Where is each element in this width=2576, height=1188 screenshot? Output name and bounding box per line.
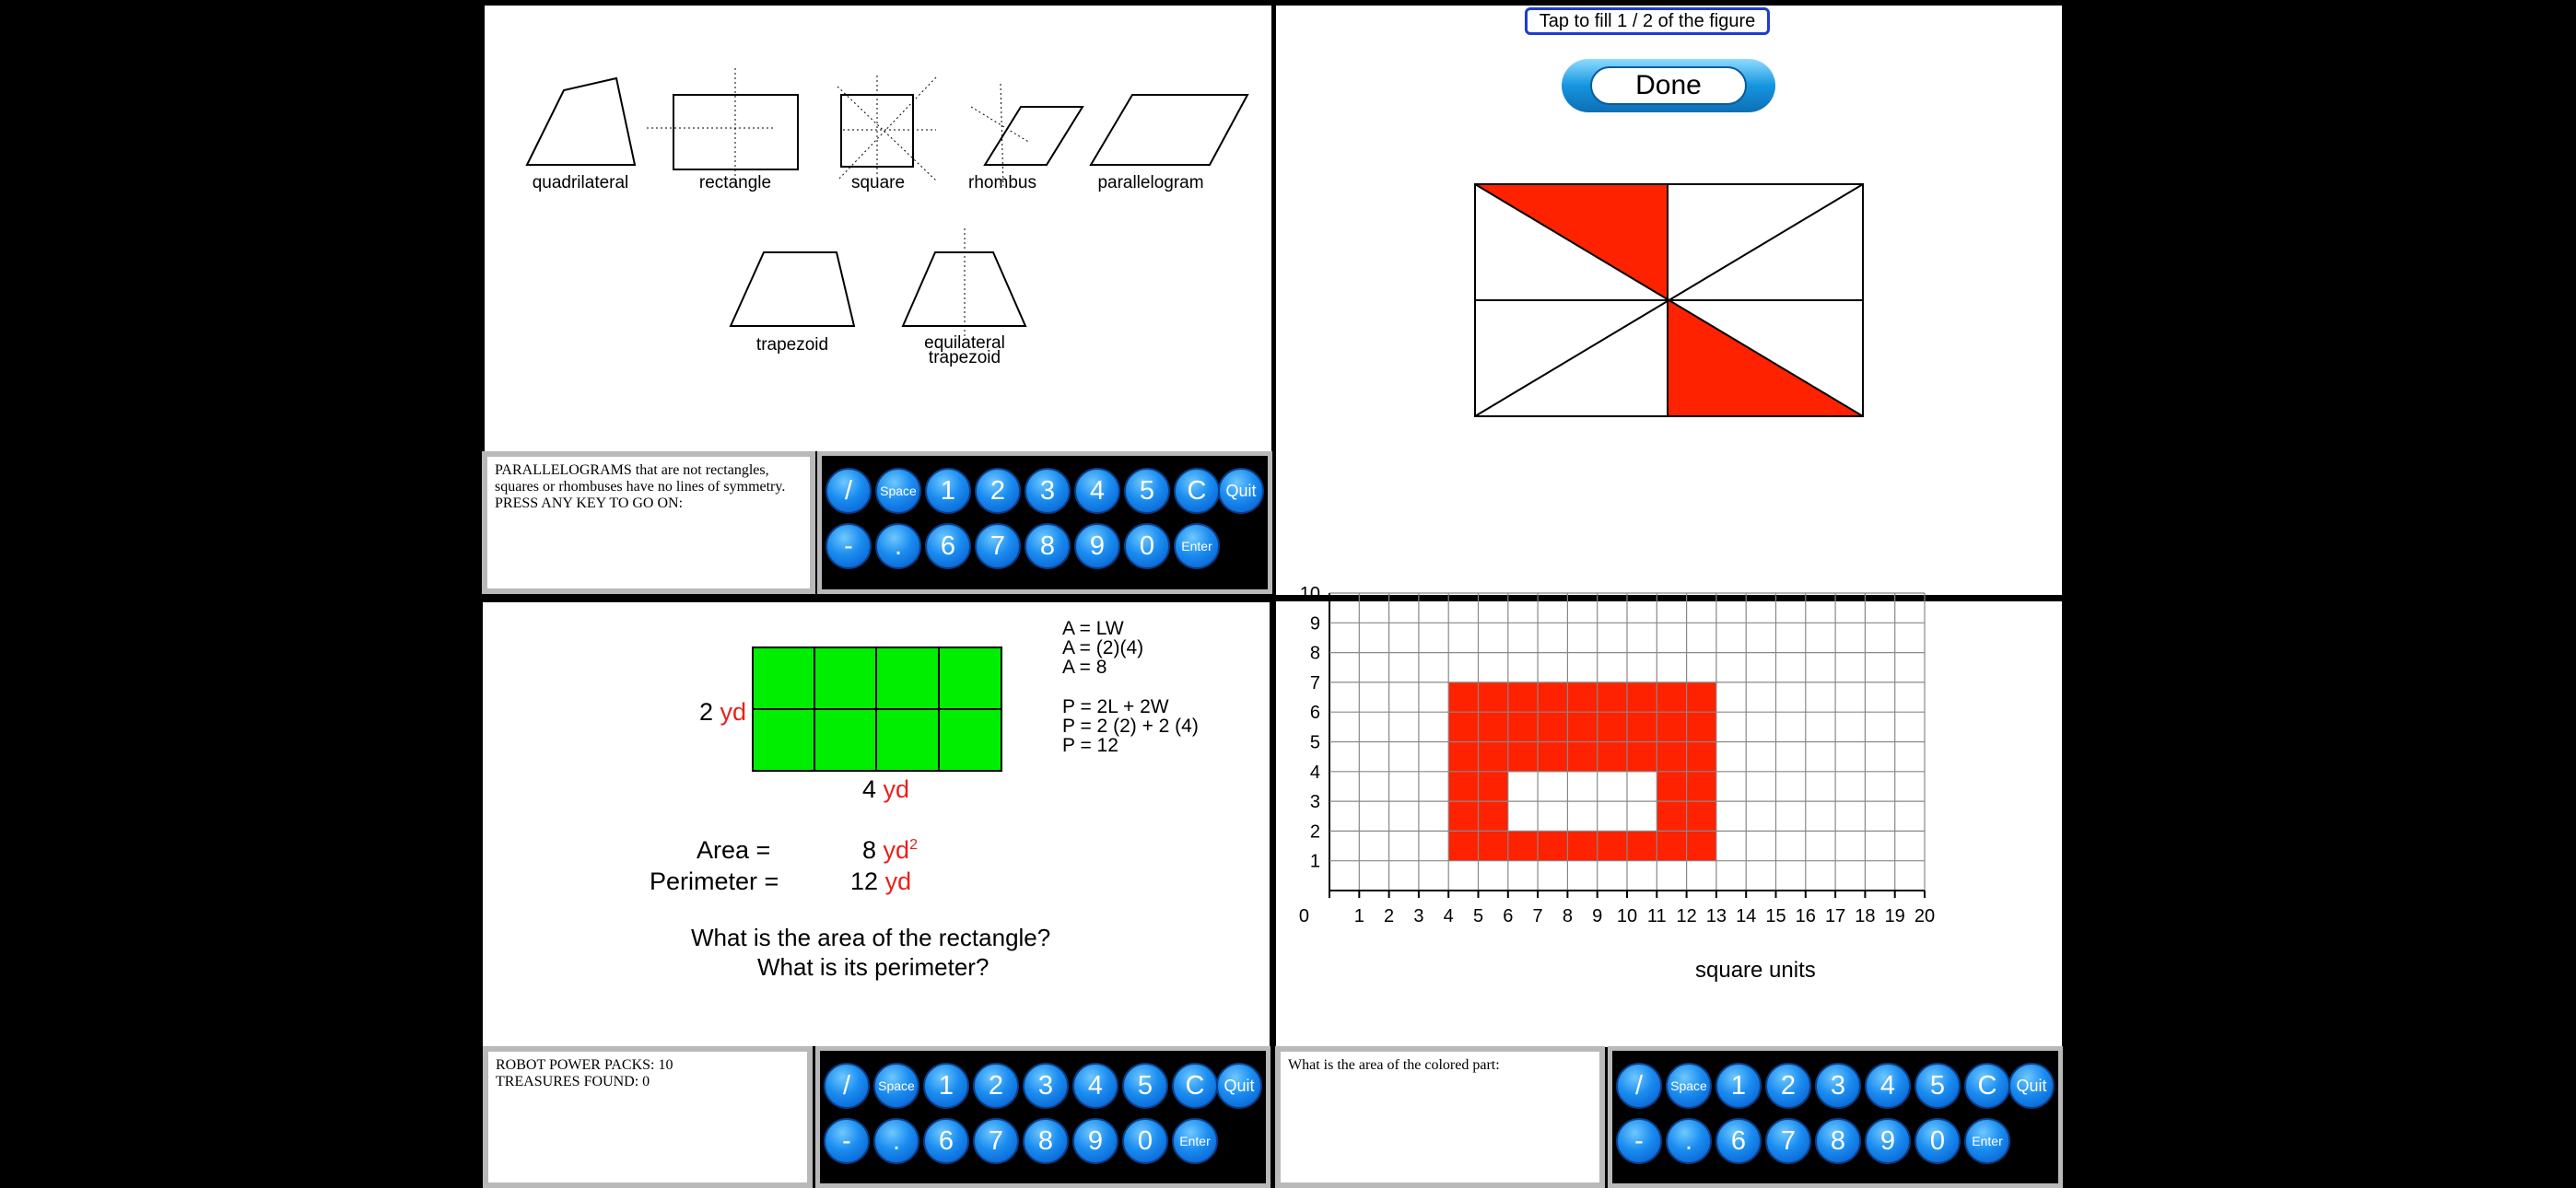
side-unit: yd — [720, 698, 747, 726]
key-9[interactable]: 9 — [1072, 1118, 1118, 1164]
keypad-2-inner — [820, 1051, 1266, 1183]
key-0[interactable]: 0 — [1914, 1118, 1961, 1164]
x-tick-label: 11 — [1646, 906, 1667, 926]
key-8[interactable]: 8 — [1025, 523, 1071, 569]
y-tick-label: 7 — [1309, 672, 1320, 693]
formula-line: A = 8 — [1062, 657, 1107, 678]
y-tick-label: 6 — [1309, 703, 1320, 724]
key-clear[interactable]: C — [1964, 1063, 2010, 1109]
key-slash[interactable]: / — [1616, 1063, 1662, 1109]
formula-block — [1062, 619, 1199, 755]
key-7[interactable]: 7 — [973, 1118, 1019, 1164]
x-tick-label: 14 — [1736, 906, 1757, 926]
trapezoid-shape — [731, 252, 854, 326]
area-exponent: 2 — [909, 837, 918, 853]
key-3[interactable]: 3 — [1815, 1063, 1861, 1109]
key-minus[interactable]: - — [825, 523, 872, 569]
grid-axis-label: square units — [1695, 958, 1816, 983]
key-5[interactable]: 5 — [1914, 1063, 1961, 1109]
side-label — [699, 698, 746, 727]
equilateral-trapezoid-label-line1: equilateral — [924, 333, 1005, 353]
key-enter[interactable]: Enter — [1964, 1118, 2010, 1164]
x-tick-label: 3 — [1413, 906, 1424, 926]
message-text: PARALLELOGRAMS that are not rectangles, squares or rhombuses have no lines of symmetry. PRESS ANY KEY TO GO ON: — [487, 457, 810, 588]
x-tick-label: 4 — [1443, 906, 1454, 926]
key-enter[interactable]: Enter — [1172, 1118, 1218, 1164]
grid-question-box — [1275, 1046, 1605, 1188]
key-slash[interactable]: / — [824, 1063, 870, 1109]
keypad-1 — [817, 451, 1272, 594]
key-2[interactable]: 2 — [975, 468, 1021, 514]
y-tick-label: 8 — [1309, 643, 1320, 664]
key-4[interactable]: 4 — [1074, 468, 1120, 514]
status-text: ROBOT POWER PACKS: 10 TREASURES FOUND: 0 — [488, 1052, 807, 1182]
y-tick-label: 3 — [1309, 792, 1320, 813]
x-tick-label: 7 — [1532, 906, 1543, 926]
shapes-panel — [485, 6, 1271, 451]
x-tick-label: 1 — [1353, 906, 1364, 926]
x-tick-label: 10 — [1616, 906, 1638, 926]
x-tick-label: 17 — [1824, 906, 1846, 926]
rhombus-label: rhombus — [968, 173, 1036, 192]
key-space[interactable]: Space — [873, 1063, 919, 1109]
formula-line: A = (2)(4) — [1062, 637, 1144, 658]
y-tick-label: 2 — [1309, 821, 1320, 843]
perimeter-value: 12 — [850, 868, 879, 895]
key-clear[interactable]: C — [1172, 1063, 1218, 1109]
parallelogram-label: parallelogram — [1097, 173, 1204, 192]
area-label: Area = — [697, 836, 771, 864]
x-tick-label: 9 — [1592, 906, 1603, 926]
key-9[interactable]: 9 — [1074, 523, 1120, 569]
key-9[interactable]: 9 — [1865, 1118, 1911, 1164]
key-quit[interactable]: Quit — [2008, 1063, 2055, 1109]
key-6[interactable]: 6 — [1715, 1118, 1762, 1164]
key-0[interactable]: 0 — [1124, 523, 1170, 569]
key-7[interactable]: 7 — [1765, 1118, 1811, 1164]
key-space[interactable]: Space — [875, 468, 921, 514]
keypad-3 — [1608, 1046, 2063, 1188]
keypad-2 — [815, 1046, 1270, 1188]
trapezoid-label: trapezoid — [755, 335, 829, 355]
bottom-unit: yd — [883, 775, 910, 803]
y-tick-label: 4 — [1309, 762, 1320, 783]
question-perimeter: What is its perimeter? — [757, 953, 989, 981]
key-1[interactable]: 1 — [1715, 1063, 1762, 1109]
key-quit[interactable]: Quit — [1218, 468, 1264, 514]
x-tick-label: 15 — [1765, 906, 1786, 926]
key-6[interactable]: 6 — [923, 1118, 969, 1164]
status-box — [483, 1046, 813, 1188]
x-tick-label: 20 — [1914, 906, 1936, 926]
rectangle-label: rectangle — [698, 173, 772, 192]
key-4[interactable]: 4 — [1072, 1063, 1118, 1109]
key-4[interactable]: 4 — [1865, 1063, 1911, 1109]
key-5[interactable]: 5 — [1122, 1063, 1168, 1109]
formula-line: P = 2L + 2W — [1062, 696, 1169, 717]
key-7[interactable]: 7 — [975, 523, 1021, 569]
area-unit: yd — [883, 836, 910, 864]
fill-figure[interactable] — [1474, 183, 1865, 419]
perimeter-unit: yd — [884, 868, 912, 895]
key-3[interactable]: 3 — [1025, 468, 1071, 514]
green-rectangle — [752, 646, 1002, 772]
done-button-label[interactable]: Done — [1590, 66, 1747, 105]
x-tick-label: 6 — [1503, 906, 1514, 926]
message-box — [482, 451, 815, 594]
key-1[interactable]: 1 — [923, 1063, 969, 1109]
bottom-value: 4 — [862, 775, 877, 803]
quadrilateral-label: quadrilateral — [532, 173, 629, 192]
key-dot[interactable]: . — [873, 1118, 919, 1164]
key-dot[interactable]: . — [1666, 1118, 1712, 1164]
perimeter-label: Perimeter = — [650, 868, 779, 895]
equilateral-trapezoid-label-line2: trapezoid — [928, 348, 1001, 367]
bottom-label — [862, 775, 909, 804]
key-space[interactable]: Space — [1666, 1063, 1712, 1109]
key-minus[interactable]: - — [824, 1118, 870, 1164]
question-area: What is the area of the rectangle? — [691, 924, 1051, 951]
y-tick-label: 5 — [1309, 732, 1320, 753]
quadrilateral-shape — [527, 78, 635, 165]
key-3[interactable]: 3 — [1023, 1063, 1069, 1109]
area-answer — [862, 836, 918, 865]
shapes-diagram — [485, 6, 1271, 451]
area-value: 8 — [862, 836, 877, 864]
key-slash[interactable]: / — [825, 468, 872, 514]
key-enter[interactable]: Enter — [1174, 523, 1220, 569]
x-tick-label: 8 — [1562, 906, 1573, 926]
x-tick-label: 19 — [1884, 906, 1905, 926]
y-tick-label: 10 — [1299, 584, 1320, 604]
formula-line: A = LW — [1062, 618, 1124, 639]
formula-line: P = 2 (2) + 2 (4) — [1062, 716, 1199, 737]
key-dot[interactable]: . — [875, 523, 921, 569]
key-clear[interactable]: C — [1174, 468, 1220, 514]
side-value: 2 — [699, 698, 714, 726]
key-quit[interactable]: Quit — [1216, 1063, 1262, 1109]
parallelogram-shape — [1091, 95, 1247, 165]
x-tick-label: 16 — [1795, 906, 1816, 926]
keypad-3-inner — [1612, 1051, 2058, 1183]
key-6[interactable]: 6 — [925, 523, 971, 569]
x-tick-label: 13 — [1705, 906, 1727, 926]
y-tick-label: 1 — [1309, 851, 1320, 872]
rhombus-shape — [985, 107, 1083, 165]
key-2[interactable]: 2 — [1765, 1063, 1811, 1109]
key-minus[interactable]: - — [1616, 1118, 1662, 1164]
x-tick-label: 2 — [1384, 906, 1395, 926]
y-tick-label: 9 — [1309, 613, 1320, 635]
keypad-1-inner — [822, 456, 1268, 589]
square-label: square — [850, 173, 906, 192]
origin-label: 0 — [1298, 906, 1309, 926]
grid-question-text: What is the area of the colored part: — [1281, 1052, 1599, 1182]
done-button[interactable] — [1562, 59, 1775, 112]
perimeter-answer — [850, 868, 911, 896]
x-tick-label: 12 — [1676, 906, 1697, 926]
x-tick-label: 18 — [1855, 906, 1876, 926]
key-8[interactable]: 8 — [1023, 1118, 1069, 1164]
area-grid — [1276, 584, 2062, 1047]
key-0[interactable]: 0 — [1122, 1118, 1168, 1164]
formula-line: P = 12 — [1062, 735, 1118, 756]
key-8[interactable]: 8 — [1815, 1118, 1861, 1164]
key-5[interactable]: 5 — [1124, 468, 1170, 514]
key-2[interactable]: 2 — [973, 1063, 1019, 1109]
key-1[interactable]: 1 — [925, 468, 971, 514]
instruction-prompt: Tap to fill 1 / 2 of the figure — [1525, 7, 1770, 35]
x-tick-label: 5 — [1472, 906, 1484, 926]
